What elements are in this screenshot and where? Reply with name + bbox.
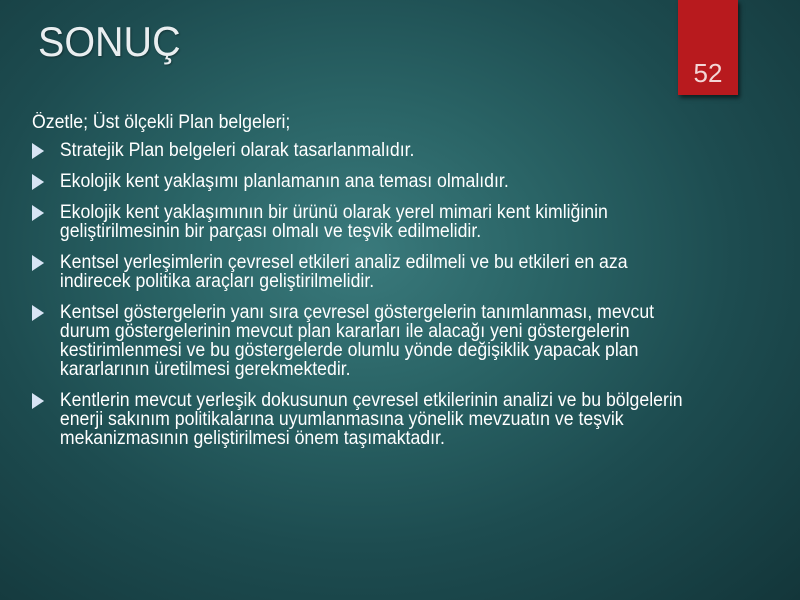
bullet-item [32, 303, 702, 379]
page-number: 52 [693, 58, 723, 88]
bullet-arrow-icon [32, 174, 44, 190]
intro-text: Özetle; Üst ölçekli Plan belgeleri; [32, 112, 291, 133]
bullet-arrow-icon [32, 393, 44, 409]
bullet-item [32, 141, 702, 160]
bullet-text: Kentlerin mevcut yerleşik dokusunun çevresel etkilerinin analizi ve bu bölgelerin enerji sakınım politikalarına uyumlanmasına yönelik mevzuatın ve teşvik mekanizmasının geliştirilmesi önem taşımaktadır. [59, 390, 683, 449]
bullet-text: Stratejik Plan belgeleri olarak tasarlanmalıdır. [59, 140, 415, 161]
bullet-item [32, 253, 702, 291]
bullet-item [32, 172, 702, 191]
slide-content [32, 113, 702, 460]
bullet-text: Ekolojik kent yaklaşımı planlamanın ana teması olmalıdır. [59, 171, 509, 192]
bullet-arrow-icon [32, 305, 44, 321]
bullet-arrow-icon [32, 143, 44, 159]
bullet-item [32, 203, 702, 241]
bullet-arrow-icon [32, 255, 44, 271]
page-number-badge [678, 0, 738, 95]
bullet-list [32, 141, 702, 448]
bullet-text: Kentsel göstergelerin yanı sıra çevresel göstergelerin tanımlanması, mevcut durum göstergelerinin mevcut plan kararları ile alacağı yeni göstergelerin kestirimlenmesi ve bu göstergelerde olumlu yönde değişiklik yapacak plan kararlarının üretilmesi gerekmektedir. [59, 302, 655, 380]
bullet-text: Ekolojik kent yaklaşımının bir ürünü olarak yerel mimari kent kimliğinin geliştirilmesinin bir parçası olmalı ve teşvik edilmelidir. [59, 202, 608, 242]
slide-title: SONUÇ [38, 18, 181, 65]
bullet-text: Kentsel yerleşimlerin çevresel etkileri analiz edilmeli ve bu etkileri en aza indirecek politika araçları geliştirilmelidir. [59, 252, 628, 292]
bullet-arrow-icon [32, 205, 44, 221]
bullet-item [32, 391, 702, 448]
